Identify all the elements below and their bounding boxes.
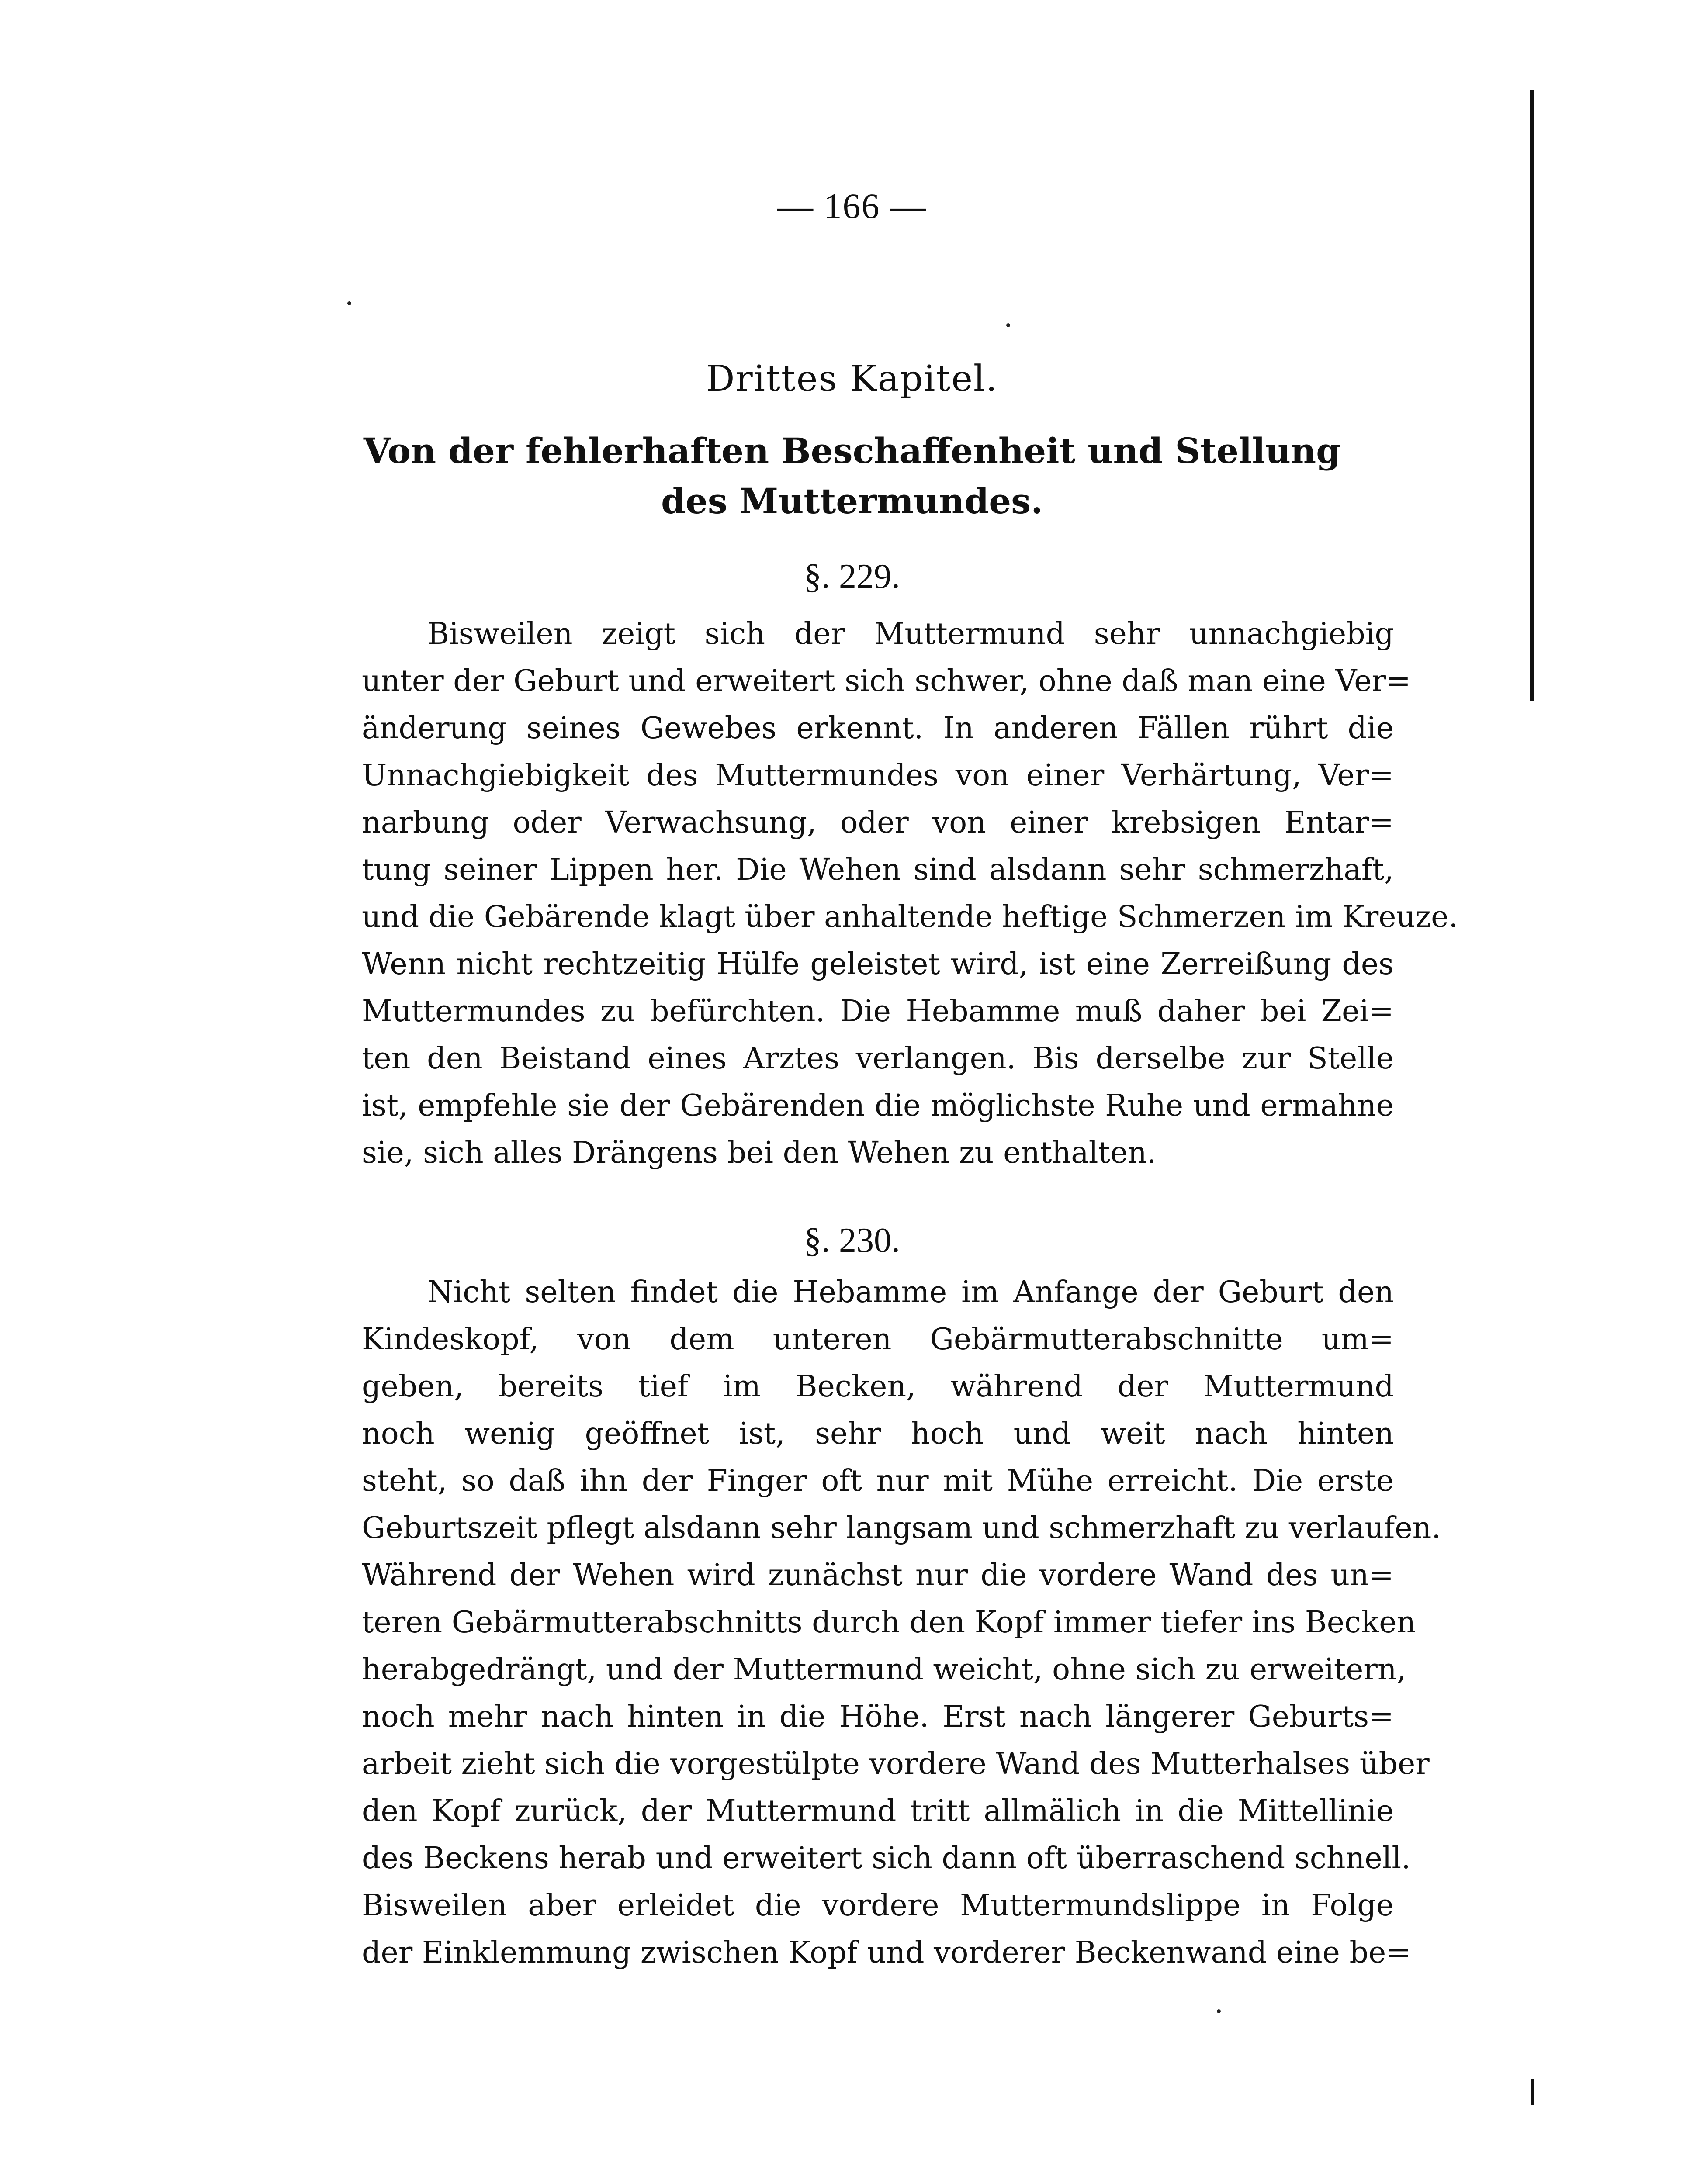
scan-edge-line [1530,90,1534,701]
text-line: noch mehr nach hinten in die Höhe. Erst nach längerer Geburts= [362,1700,1394,1734]
text-line: herabgedrängt, und der Muttermund weicht, ohne sich zu erweitern, [362,1652,1406,1687]
text-line: Geburtszeit pflegt alsdann sehr langsam und schmerzhaft zu verlaufen. [362,1511,1441,1545]
text-line: unter der Geburt und erweitert sich schwer, ohne daß man eine Ver= [362,664,1411,698]
chapter-title: Von der fehlerhaften Beschaffenheit und Stellung des Muttermundes. [363,430,1341,522]
text-line: noch wenig geöffnet ist, sehr hoch und weit nach hinten [362,1417,1394,1451]
text-line: Bisweilen zeigt sich der Muttermund sehr unnachgiebig [427,617,1394,651]
section-heading-229: §. 229. [804,557,900,596]
text-line: Muttermundes zu befürchten. Die Hebamme muß daher bei Zei= [362,994,1394,1029]
scan-edge-dash [1531,2079,1534,2105]
chapter-label: Drittes Kapitel. [706,358,998,400]
text-line: des Beckens herab und erweitert sich dann oft überraschend schnell. [362,1841,1411,1876]
text-line: sie, sich alles Drängens bei den Wehen zu enthalten. [362,1136,1157,1170]
text-line: Kindeskopf, von dem unteren Gebärmutterabschnitte um= [362,1322,1394,1357]
text-line: Nicht selten findet die Hebamme im Anfange der Geburt den [427,1275,1394,1310]
text-line: ist, empfehle sie der Gebärenden die möglichste Ruhe und ermahne [362,1089,1394,1123]
text-line: Wenn nicht rechtzeitig Hülfe geleistet wird, ist eine Zerreißung des [362,947,1394,981]
text-line: Unnachgiebigkeit des Muttermundes von einer Verhärtung, Ver= [362,758,1394,793]
text-line: ten den Beistand eines Arztes verlangen. Bis derselbe zur Stelle [362,1041,1394,1076]
text-line: der Einklemmung zwischen Kopf und vorderer Beckenwand eine be= [362,1935,1411,1970]
section-heading-230: §. 230. [804,1221,900,1260]
text-line: teren Gebärmutterabschnitts durch den Kopf immer tiefer ins Becken [362,1605,1416,1640]
text-line: den Kopf zurück, der Muttermund tritt allmälich in die Mittellinie [362,1794,1394,1828]
text-line: Bisweilen aber erleidet die vordere Muttermundslippe in Folge [362,1888,1394,1923]
text-line: steht, so daß ihn der Finger oft nur mit Mühe erreicht. Die erste [362,1464,1394,1498]
text-line: änderung seines Gewebes erkennt. In anderen Fällen rührt die [362,711,1394,746]
page-number: — 166 — [777,186,927,226]
scan-speck [347,301,351,305]
scan-edge-dash [1531,664,1534,695]
text-line: arbeit zieht sich die vorgestülpte vordere Wand des Mutterhalses über [362,1747,1430,1781]
text-line: geben, bereits tief im Becken, während der Muttermund [362,1369,1394,1404]
paragraph-229 [362,611,1458,1177]
text-line: tung seiner Lippen her. Die Wehen sind alsdann sehr schmerzhaft, [362,853,1394,887]
text-line: narbung oder Verwachsung, oder von einer krebsigen Entar= [362,805,1394,840]
scan-speck [1006,323,1010,327]
text-line: und die Gebärende klagt über anhaltende heftige Schmerzen im Kreuze. [362,900,1458,934]
paragraph-230 [362,1269,1441,1977]
scan-speck [1217,2009,1221,2013]
text-line: Während der Wehen wird zunächst nur die vordere Wand des un= [362,1558,1394,1593]
